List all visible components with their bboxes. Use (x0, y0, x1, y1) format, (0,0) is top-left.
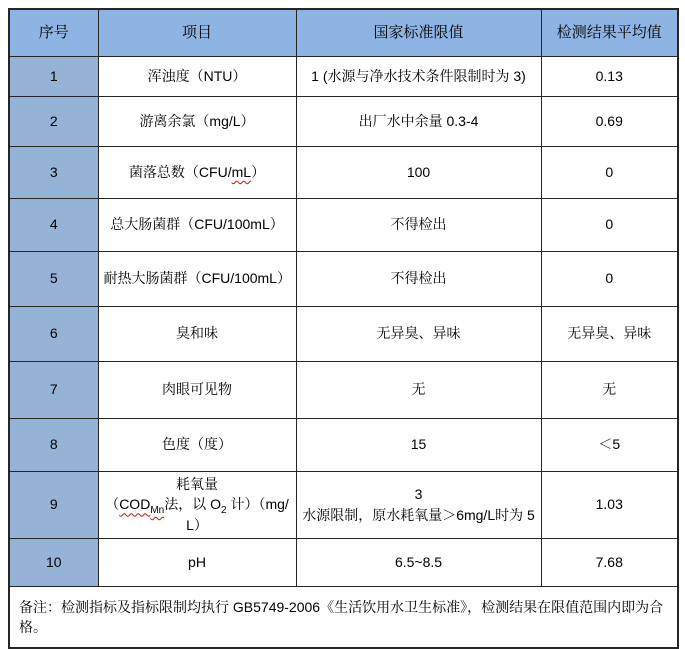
table-row (9, 471, 678, 538)
note-text: 备注：检测指标及指标限制均执行 GB5749-2006《生活饮用水卫生标准》，检测结果在限值范围内即为合格。 (9, 586, 678, 648)
cell-standard-limit: 6.5~8.5 (296, 538, 541, 586)
text-segment: 耐热大肠菌群（CFU/100mL） (103, 270, 291, 287)
column-header-3: 检测结果平均值 (541, 9, 678, 56)
text-segment: 色度（度） (162, 436, 232, 453)
column-header-1: 项目 (98, 9, 296, 56)
cell-standard-limit: 1 (水源与净水技术条件限制时为 3) (296, 56, 541, 96)
text-segment: 2 (221, 505, 227, 517)
table-body (9, 56, 678, 586)
table-row (9, 306, 678, 361)
cell-result-average: 0.13 (541, 56, 678, 96)
cell-result-average: 0 (541, 146, 678, 198)
cell-result-average: 7.68 (541, 538, 678, 586)
cell-result-average: ＜5 (541, 418, 678, 471)
text-segment: 臭和味 (176, 325, 218, 342)
text-segment: Mn (150, 505, 165, 517)
cell-result-average: 0 (541, 198, 678, 251)
cell-item (98, 96, 296, 146)
cell-item (98, 198, 296, 251)
text-segment: pH (188, 553, 206, 570)
cell-row-number: 4 (9, 198, 98, 251)
cell-result-average: 0 (541, 251, 678, 306)
text-segment: 法，以 O (164, 496, 221, 513)
cell-result-average: 无异臭、异味 (541, 306, 678, 361)
cell-standard-limit: 15 (296, 418, 541, 471)
text-segment: （ (105, 496, 120, 513)
cell-item (98, 538, 296, 586)
cell-row-number: 5 (9, 251, 98, 306)
table-row (9, 96, 678, 146)
table-row (9, 538, 678, 586)
cell-standard-limit: 不得检出 (296, 198, 541, 251)
cell-standard-limit: 100 (296, 146, 541, 198)
column-header-0: 序号 (9, 9, 98, 56)
text-segment: 耗氧量 (176, 476, 218, 493)
text-segment: 游离余氯（mg/L） (139, 112, 255, 129)
cell-row-number: 7 (9, 361, 98, 418)
note-row (9, 586, 678, 648)
text-segment: mL (231, 163, 252, 180)
cell-item (98, 471, 296, 538)
cell-item (98, 146, 296, 198)
table-row (9, 146, 678, 198)
cell-row-number: 6 (9, 306, 98, 361)
text-segment: L） (186, 516, 208, 533)
table-row (9, 418, 678, 471)
cell-item (98, 418, 296, 471)
cell-item (98, 361, 296, 418)
text-segment: ） (251, 163, 266, 180)
cell-row-number: 3 (9, 146, 98, 198)
cell-result-average: 0.69 (541, 96, 678, 146)
cell-standard-limit: 不得检出 (296, 251, 541, 306)
header-row (9, 9, 678, 56)
cell-row-number: 10 (9, 538, 98, 586)
column-header-2: 国家标准限值 (296, 9, 541, 56)
table-row (9, 361, 678, 418)
cell-standard-limit: 3 水源限制，原水耗氧量＞6mg/L时为 5 (296, 471, 541, 538)
table-row (9, 251, 678, 306)
table-row (9, 56, 678, 96)
text-segment: COD (119, 496, 151, 513)
table-row (9, 198, 678, 251)
cell-row-number: 9 (9, 471, 98, 538)
cell-standard-limit: 出厂水中余量 0.3-4 (296, 96, 541, 146)
cell-row-number: 1 (9, 56, 98, 96)
text-segment: 总大肠菌群（CFU/100mL） (110, 216, 284, 233)
text-segment: 浑浊度（NTU） (147, 67, 247, 84)
text-segment: 菌落总数（CFU/ (128, 163, 232, 180)
water-quality-table (8, 8, 679, 649)
cell-item (98, 56, 296, 96)
cell-standard-limit: 无 (296, 361, 541, 418)
cell-item (98, 251, 296, 306)
cell-result-average: 1.03 (541, 471, 678, 538)
cell-row-number: 8 (9, 418, 98, 471)
cell-item (98, 306, 296, 361)
text-segment: 肉眼可见物 (162, 381, 232, 398)
text-segment: 计）（mg/ (226, 496, 289, 513)
cell-result-average: 无 (541, 361, 678, 418)
cell-row-number: 2 (9, 96, 98, 146)
cell-standard-limit: 无异臭、异味 (296, 306, 541, 361)
